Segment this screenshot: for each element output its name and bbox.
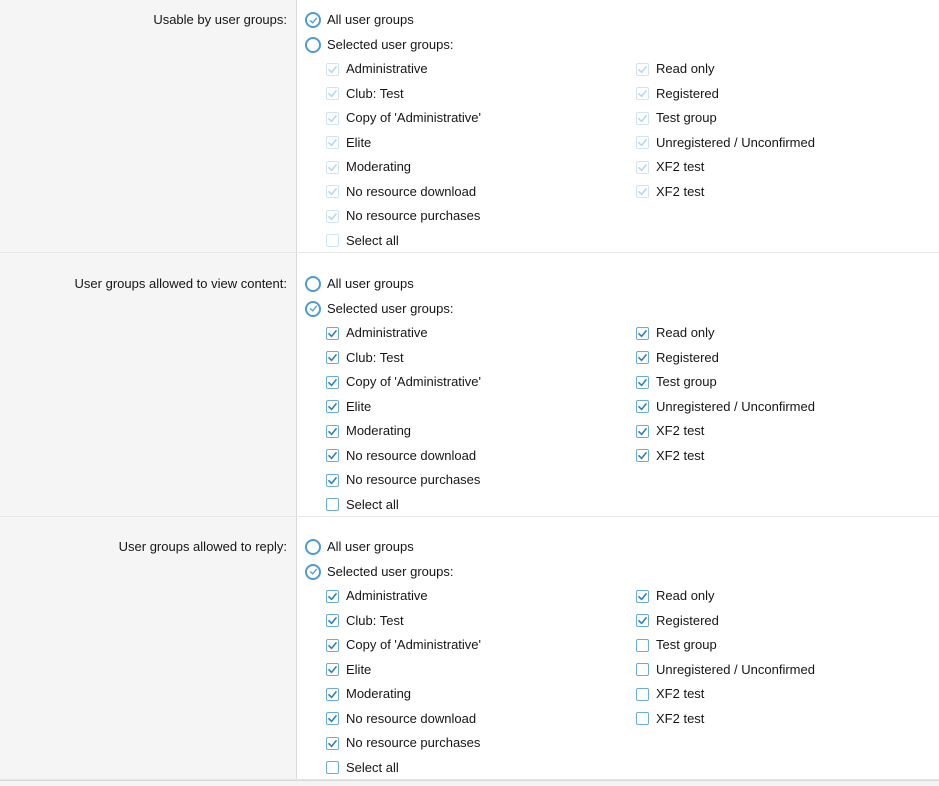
checkbox-option-xf2-test-2[interactable] [636,707,815,732]
checkbox-label[interactable]: Administrative [346,325,428,340]
checkbox-checked-icon[interactable] [636,590,649,603]
checkbox-column-2 [636,57,815,204]
checkbox-label: Registered [656,85,719,101]
row-content-cell [297,517,939,779]
user-group-checkbox-columns [326,57,939,253]
checkbox-option-no-resource-purchases [326,204,636,229]
checkbox-label: Elite [346,134,372,150]
row-label-cell [0,253,297,516]
checkbox-checked-icon[interactable] [636,351,649,364]
radio-option-label: All user groups [327,12,414,27]
checkbox-checked-icon [326,112,339,125]
checkbox-checked-icon [326,185,339,198]
checkbox-checked-icon[interactable] [636,400,649,413]
checkbox-column-1 [326,57,636,253]
checkbox-checked-icon [636,161,649,174]
checkbox-option-read-only[interactable] [636,321,815,346]
checkbox-unchecked-icon[interactable] [636,639,649,652]
checkbox-option-administrative[interactable] [326,584,636,609]
checkbox-label[interactable]: Test group [656,374,717,389]
radio-checked-icon[interactable] [305,564,321,580]
checkbox-checked-icon[interactable] [326,614,339,627]
checkbox-checked-icon[interactable] [326,474,339,487]
checkbox-option-no-resource-download[interactable] [326,444,636,469]
checkbox-option-xf2-test[interactable] [636,419,815,444]
checkbox-checked-icon[interactable] [326,425,339,438]
checkbox-checked-icon [636,87,649,100]
checkbox-option-test-group [636,106,815,131]
checkbox-checked-icon[interactable] [636,425,649,438]
checkbox-checked-icon [326,136,339,149]
checkbox-option-elite[interactable] [326,658,636,683]
checkbox-checked-icon [636,136,649,149]
checkbox-label[interactable]: Club: Test [346,349,404,365]
checkbox-label[interactable]: Administrative [346,588,428,603]
checkbox-label[interactable]: Elite [346,398,372,414]
checkbox-label[interactable]: Copy of 'Administrative' [346,374,482,389]
checkbox-option-unregistered-unconfirmed [636,131,815,156]
checkbox-label[interactable]: Test group [656,637,717,652]
checkbox-option-club-test[interactable] [326,609,636,634]
checkbox-checked-icon[interactable] [326,449,339,462]
checkbox-checked-icon [636,112,649,125]
row-label: User groups allowed to view content: [74,276,287,291]
checkbox-option-elite[interactable] [326,395,636,420]
radio-option-label: Selected user groups: [327,36,454,52]
radio-checked-icon[interactable] [305,12,321,28]
checkbox-label: XF2 test [656,183,705,199]
checkbox-unchecked-icon[interactable] [636,688,649,701]
checkbox-checked-icon[interactable] [326,712,339,725]
checkbox-checked-icon[interactable] [326,639,339,652]
checkbox-option-read-only [636,57,815,82]
radio-option-selected-user-groups[interactable] [305,560,939,585]
checkbox-label[interactable]: XF2 test [656,423,705,438]
checkbox-label[interactable]: No resource download [346,710,477,726]
checkbox-label[interactable]: XF2 test [656,447,705,463]
checkbox-option-test-group[interactable] [636,370,815,395]
radio-checked-icon[interactable] [305,301,321,317]
checkbox-label[interactable]: Club: Test [346,612,404,628]
checkbox-label[interactable]: Registered [656,349,719,365]
checkbox-option-administrative [326,57,636,82]
checkbox-option-xf2-test[interactable] [636,682,815,707]
checkbox-column-2 [636,321,815,468]
checkbox-label: No resource download [346,183,477,199]
checkbox-label[interactable]: Registered [656,612,719,628]
checkbox-label: XF2 test [656,159,705,174]
checkbox-option-elite [326,131,636,156]
checkbox-option-unregistered-unconfirmed[interactable] [636,395,815,420]
checkbox-option-club-test [326,82,636,107]
checkbox-checked-icon[interactable] [326,590,339,603]
checkbox-option-moderating[interactable] [326,682,636,707]
radio-option-label: Selected user groups: [327,563,454,579]
checkbox-option-administrative[interactable] [326,321,636,346]
checkbox-checked-icon [326,63,339,76]
row-label: User groups allowed to reply: [118,539,287,554]
checkbox-option-no-resource-download [326,180,636,205]
checkbox-checked-icon[interactable] [326,737,339,750]
radio-option-label: Selected user groups: [327,300,454,316]
user-group-checkbox-columns [326,321,939,517]
checkbox-option-xf2-test-2[interactable] [636,444,815,469]
radio-unchecked-icon[interactable] [305,37,321,53]
checkbox-checked-icon [326,161,339,174]
radio-option-label: All user groups [327,539,414,554]
checkbox-label: Administrative [346,61,428,76]
radio-option-selected-user-groups[interactable] [305,297,939,322]
checkbox-label[interactable]: Unregistered / Unconfirmed [656,398,815,414]
checkbox-option-registered [636,82,815,107]
row-label: Usable by user groups: [153,12,287,27]
form-row-view-content [0,253,939,517]
form-row-reply [0,517,939,780]
checkbox-label: Moderating [346,159,412,174]
checkbox-label: No resource purchases [346,208,481,223]
checkbox-checked-icon[interactable] [326,327,339,340]
checkbox-label: Read only [656,61,715,76]
checkbox-option-no-resource-purchases[interactable] [326,468,636,493]
checkbox-checked-icon[interactable] [326,663,339,676]
checkbox-option-registered[interactable] [636,609,815,634]
checkbox-label[interactable]: Moderating [346,423,412,438]
checkbox-option-xf2-test [636,155,815,180]
checkbox-unchecked-icon [326,234,339,247]
checkbox-unchecked-icon[interactable] [326,498,339,511]
checkbox-label[interactable]: XF2 test [656,710,705,726]
row-label-cell [0,517,297,779]
radio-unchecked-icon[interactable] [305,539,321,555]
checkbox-option-moderating[interactable] [326,419,636,444]
checkbox-checked-icon[interactable] [326,376,339,389]
checkbox-label: Copy of 'Administrative' [346,110,482,125]
checkbox-checked-icon [326,210,339,223]
checkbox-label[interactable]: Elite [346,661,372,677]
checkbox-option-no-resource-download[interactable] [326,707,636,732]
checkbox-option-select-all [326,229,636,254]
user-group-checkbox-columns [326,584,939,780]
checkbox-option-no-resource-purchases[interactable] [326,731,636,756]
checkbox-label: Club: Test [346,85,404,101]
form-row-usable [0,0,939,253]
checkbox-checked-icon[interactable] [326,688,339,701]
row-content-cell [297,0,939,252]
checkbox-checked-icon[interactable] [636,614,649,627]
checkbox-column-1 [326,584,636,780]
checkbox-label: Test group [656,110,717,125]
checkbox-label: Select all [346,232,399,248]
checkbox-column-2 [636,584,815,731]
checkbox-label[interactable]: No resource purchases [346,735,481,750]
checkbox-option-read-only[interactable] [636,584,815,609]
radio-unchecked-icon[interactable] [305,276,321,292]
checkbox-label[interactable]: No resource purchases [346,472,481,487]
checkbox-checked-icon[interactable] [326,400,339,413]
radio-option-all-user-groups[interactable] [305,8,939,33]
checkbox-checked-icon [326,87,339,100]
checkbox-checked-icon[interactable] [636,449,649,462]
checkbox-label[interactable]: Read only [656,588,715,603]
radio-option-all-user-groups[interactable] [305,272,939,297]
checkbox-label[interactable]: Copy of 'Administrative' [346,637,482,652]
checkbox-checked-icon [636,63,649,76]
checkbox-label[interactable]: Moderating [346,686,412,701]
next-row-divider [0,780,939,786]
checkbox-label[interactable]: XF2 test [656,686,705,701]
checkbox-option-xf2-test-2 [636,180,815,205]
checkbox-option-select-all[interactable] [326,493,636,518]
checkbox-option-moderating [326,155,636,180]
checkbox-label[interactable]: Select all [346,759,399,775]
checkbox-option-club-test[interactable] [326,346,636,371]
checkbox-label: Unregistered / Unconfirmed [656,134,815,150]
checkbox-unchecked-icon[interactable] [636,712,649,725]
checkbox-label[interactable]: No resource download [346,447,477,463]
checkbox-unchecked-icon[interactable] [326,761,339,774]
checkbox-checked-icon [636,185,649,198]
checkbox-checked-icon[interactable] [636,327,649,340]
checkbox-column-1 [326,321,636,517]
checkbox-unchecked-icon[interactable] [636,663,649,676]
row-content-cell [297,253,939,516]
radio-option-all-user-groups[interactable] [305,535,939,560]
checkbox-option-copy-of-administrative[interactable] [326,633,636,658]
checkbox-option-copy-of-administrative [326,106,636,131]
checkbox-label[interactable]: Unregistered / Unconfirmed [656,661,815,677]
checkbox-checked-icon[interactable] [636,376,649,389]
checkbox-option-unregistered-unconfirmed[interactable] [636,658,815,683]
checkbox-checked-icon[interactable] [326,351,339,364]
row-label-cell [0,0,297,252]
checkbox-option-copy-of-administrative[interactable] [326,370,636,395]
radio-option-label: All user groups [327,276,414,291]
checkbox-label[interactable]: Read only [656,325,715,340]
checkbox-option-test-group[interactable] [636,633,815,658]
checkbox-option-select-all[interactable] [326,756,636,781]
checkbox-label[interactable]: Select all [346,496,399,512]
radio-option-selected-user-groups[interactable] [305,33,939,58]
checkbox-option-registered[interactable] [636,346,815,371]
